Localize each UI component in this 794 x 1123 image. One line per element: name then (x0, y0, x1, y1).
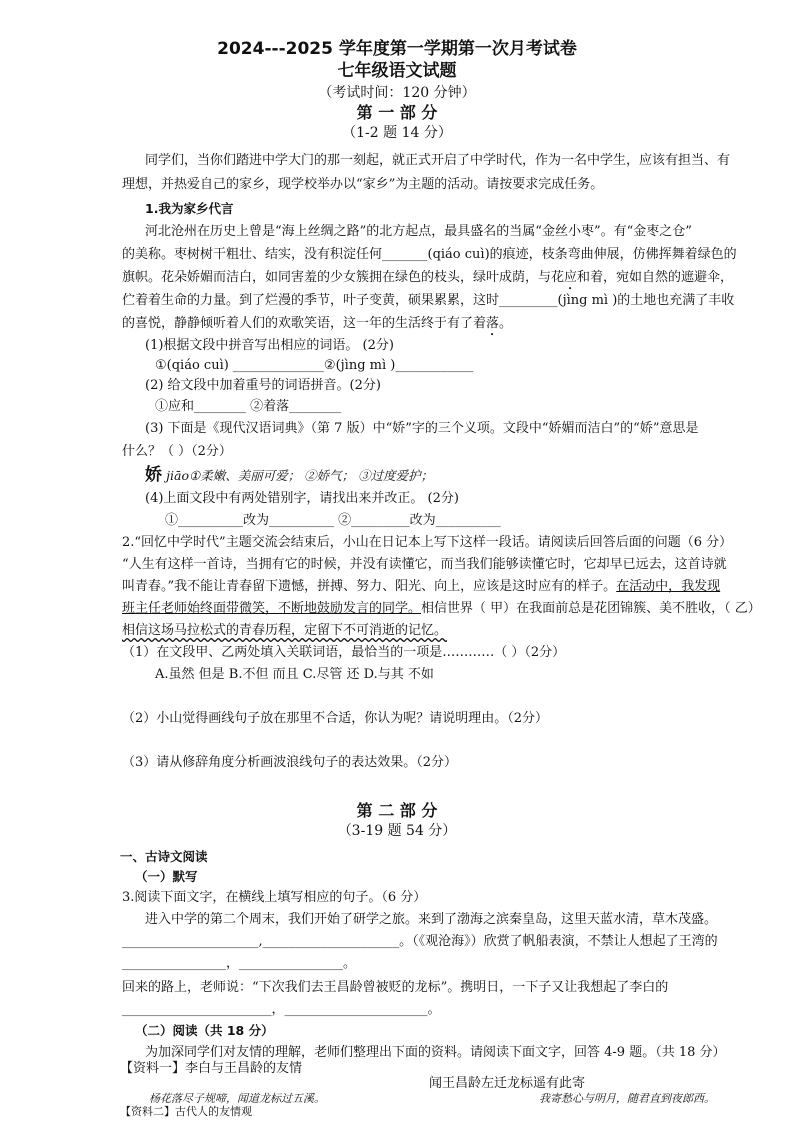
q1-sub2-answer: ①应和________ ②着落________ (155, 399, 342, 414)
intro-line-2: 理想，并热爱自己的家乡，现学校举办以“家乡”为主题的活动。请按要求完成任务。 (122, 177, 604, 192)
material-2-label: 【资料二】古代人的友情观 (120, 1105, 252, 1118)
q2-intro: 2.“回忆中学时代”主题交流会结束后，小山在日记本上写下这样一段话。请阅读后回答后面的问题（6 分） (122, 535, 733, 550)
intro-line-1: 同学们，当你们踏进中学大门的那一刻起，就正式开启了中学时代，作为一名中学生，应该有担当、有 (145, 153, 731, 168)
q3-line-4: 回来的路上，老师说：“下次我们去王昌龄曾被贬的龙标”。携明日，一下子又让我想起了李白的 (122, 980, 669, 995)
material-1-label: 【资料一】李白与王昌龄的友情 (120, 1061, 303, 1076)
q1-sub4: (4)上面文段中有两处错别字，请找出来并改正。 (2分) (145, 491, 459, 506)
poem-title: 闻王昌龄左迁龙标遥有此寄 (428, 1076, 585, 1091)
q1-sub1-answer: ①(qiáo cuì) ______________②(jìng mì )____________ (155, 358, 474, 373)
q1-sub1: (1)根据文段中拼音写出相应的词语。 (2分) (145, 338, 394, 353)
passage-line-3: 旗帜。花朵娇媚而洁白，如同害羞的少女簇拥在绿色的枝头，绿叶成荫，与花应和着，宛如自然的遮避伞， (122, 270, 734, 285)
part2-range: （3-19 题 54 分） (337, 823, 457, 839)
passage-line-2: 的美称。枣树树干粗壮、结实，没有积淀任何_______(qiáo cuì)的痕迹，枝条弯曲伸展，仿佛挥舞着绿色的 (122, 247, 737, 262)
underlined-sentence-end: 班主任老师始终面带微笑，不断地鼓励发言的同学。 (122, 601, 422, 616)
underlined-sentence-start: 在活动中，我发现 (616, 579, 721, 594)
part1-heading: 第 一 部 分 (356, 103, 438, 122)
section1-title: 一、古诗文阅读 (120, 849, 208, 864)
section1b-title: （二）阅读（共 18 分） (135, 1023, 274, 1038)
exam-title: 2024---2025 学年度第一学期第一次月考试卷 (217, 39, 577, 59)
q1-sub3-line2: 什么？（ ）（2分） (122, 444, 232, 459)
poem-line-2: 我寄愁心与明月，随君直到夜郎西。 (539, 1092, 715, 1105)
q2-sub3: （3）请从修辞角度分析画波浪线句子的表达效果。（2分） (122, 755, 458, 770)
q2-passage-1: “人生有这样一首诗，当拥有它的时候，并没有读懂它，而当我们能够读懂它时，它却早已远去，这首诗就 (122, 557, 727, 572)
part2-heading: 第 二 部 分 (356, 801, 438, 820)
q2-passage-3: 班主任老师始终面带微笑，不断地鼓励发言的同学。相信世界（ 甲）在我面前总是花团锦簇、美不胜收，（ 乙） (122, 601, 761, 616)
poem-line-1: 杨花落尽子规啼，闻道龙标过五溪。 (149, 1092, 325, 1105)
q1-sub4-answer: ①__________改为__________ ②_________改为__________ (165, 513, 501, 528)
dictionary-entry: 娇 jiāo①柔嫩、美丽可爱； ②娇气； ③过度爱护； (145, 465, 434, 485)
section1a-title: （一）默写 (135, 869, 198, 884)
q1-sub3-line1: (3) 下面是《现代汉语词典》（第 7 版）中“娇”字的三个义项。文段中“娇媚而洁白”的“娇”意思是 (145, 421, 699, 436)
wavy-sentence: 相信这场马拉松式的青春历程，定留下不可消逝的记忆。 (122, 623, 448, 638)
q2-passage-4 (122, 622, 447, 640)
q2-passage-2: 叫青春。”我不能让青春留下遗憾，拼搏、努力、阳光、向上，应该是这时应有的样子。在活动中，我发现 (122, 579, 721, 594)
q2-sub2: （2）小山觉得画线句子放在那里不合适，你认为呢？请说明理由。（2分） (122, 711, 549, 726)
q3-line-1: 进入中学的第二个周末，我们开始了研学之旅。来到了渤海之滨秦皇岛，这里天蓝水清，草木茂盛。 (145, 912, 718, 927)
exam-time: （考试时间：120 分钟） (318, 85, 476, 101)
passage-line-4: 伫着着生命的力量。到了烂漫的季节，叶子变黄，硕果累累，这时_________(jìng mì )的土地也充满了丰收 (122, 293, 735, 308)
reading-intro: 为加深同学们对友情的理解，老师们整理出下面的资料。请阅读下面文字，回答 4-9 题。（共 18 分） (145, 1045, 726, 1060)
part1-range: （1-2 题 14 分） (342, 125, 452, 141)
q1-sub2: (2) 给文段中加着重号的词语拼音。(2分) (145, 378, 381, 393)
q1-title: 1.我为家乡代言 (145, 201, 234, 216)
q2-sub1-options: A.虽然 但是 B.不但 而且 C.尽管 还 D.与其 不如 (155, 667, 434, 682)
q3-title: 3.阅读下面文字，在横线上填写相应的句子。（6 分） (122, 890, 427, 905)
passage-line-5: 的喜悦，静静倾听着人们的欢歌笑语，这一年的生活终于有了着落。 (122, 316, 513, 331)
passage-line-1: 河北沧州在历史上曾是“海上丝绸之路”的北方起点，最具盛名的当属“金丝小枣”。有“金枣之仓” (145, 224, 692, 239)
q3-line-3: ________________，________________。 (122, 956, 357, 971)
q2-sub1: （1）在文段甲、乙两处填入关联词语，最恰当的一项是…………（ ）（2分） (122, 645, 566, 660)
q3-line-5: _______________________，______________________。 (122, 1002, 441, 1017)
q3-line-2: _____________________,_____________________。（《观沧海》）欣赏了帆船表演，不禁让人想起了王湾的 (122, 934, 718, 949)
exam-subtitle: 七年级语文试题 (337, 61, 457, 81)
